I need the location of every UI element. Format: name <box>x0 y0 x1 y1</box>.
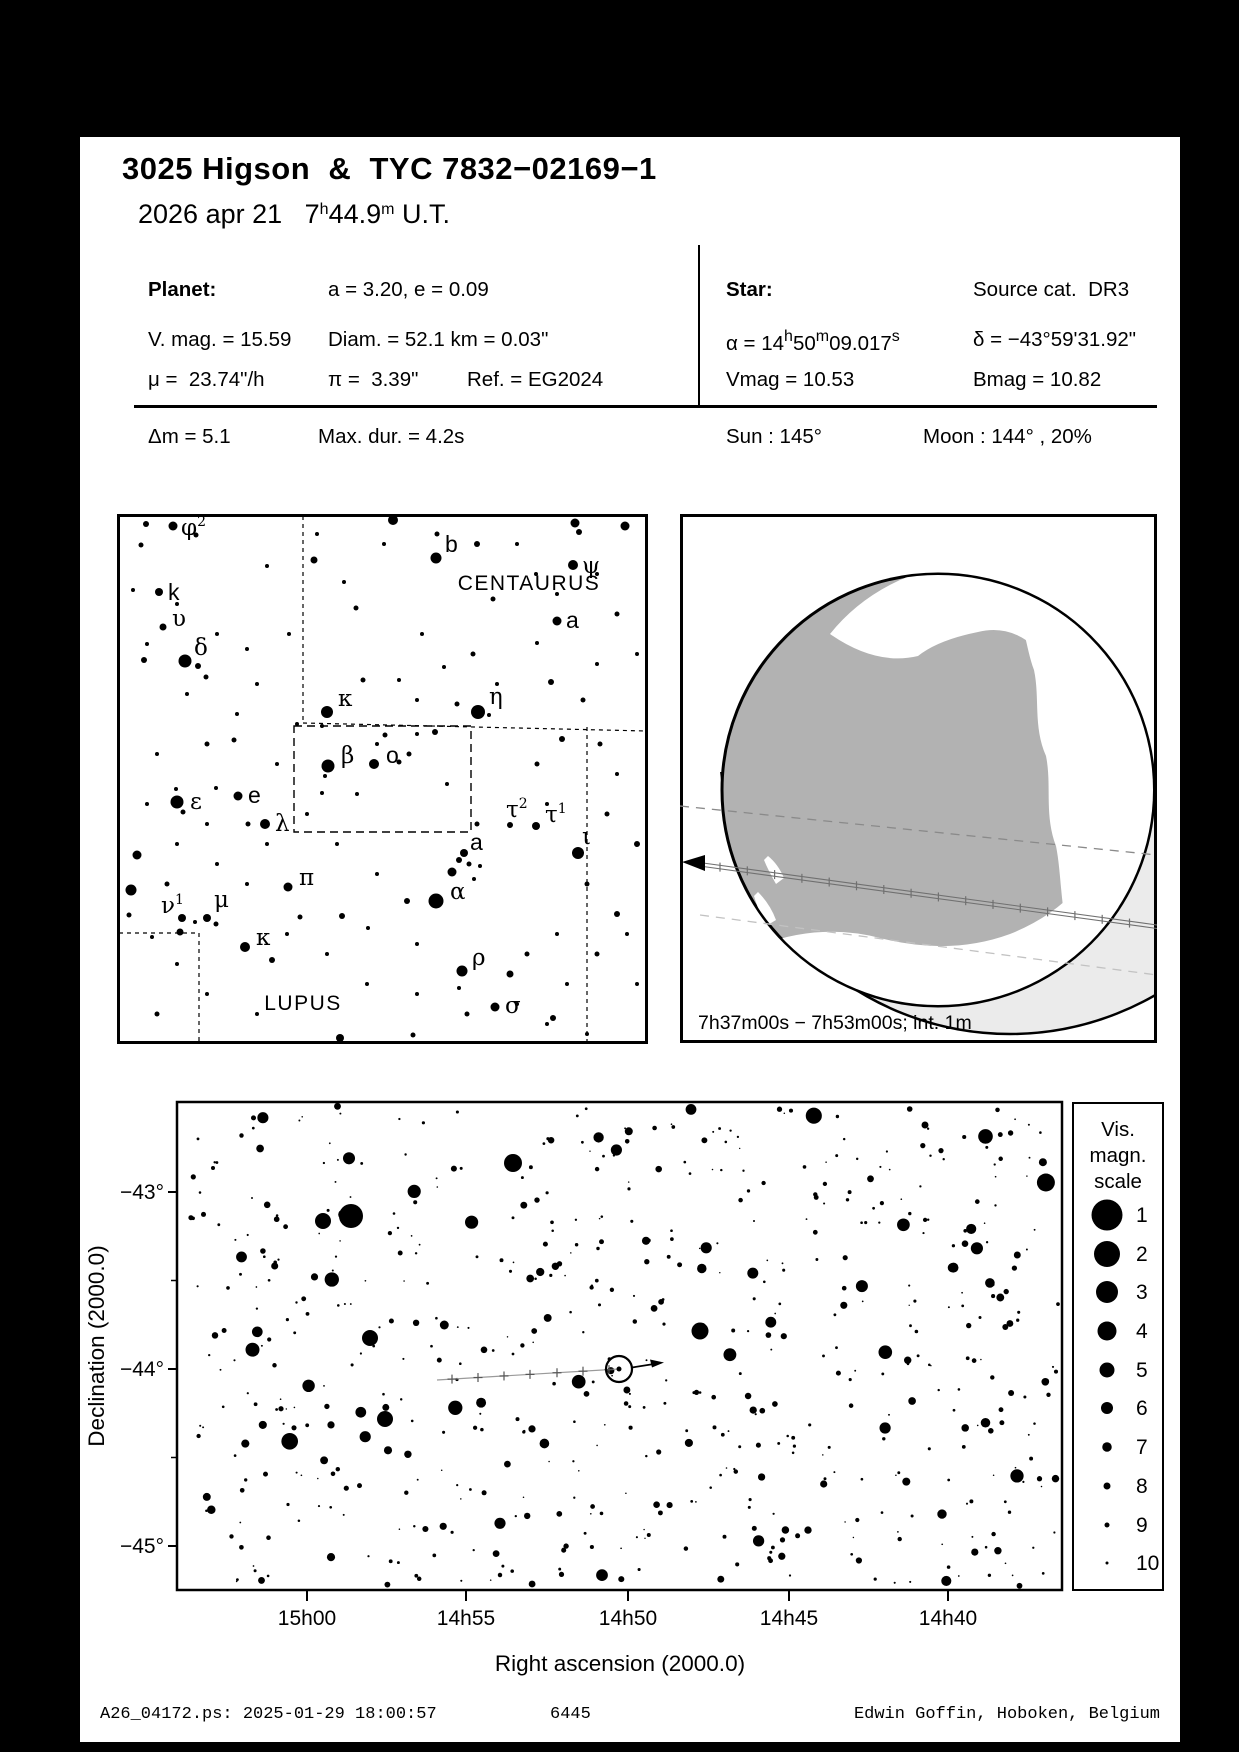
field-star <box>145 642 149 646</box>
info-divider <box>698 245 700 405</box>
field-star <box>467 862 472 867</box>
legend-magnitude-label: 1 <box>1136 1204 1148 1227</box>
ra-seconds: 09.017 <box>829 332 892 355</box>
field-star <box>465 1012 470 1017</box>
star-vmag: Vmag = 10.53 <box>726 368 855 391</box>
planet-heading: Planet: <box>148 278 217 301</box>
field-star <box>205 742 210 747</box>
minute-value: 44.9 <box>328 199 382 229</box>
field-star <box>535 641 539 645</box>
y-tick-label: −44° <box>119 1358 164 1381</box>
detail-chart <box>80 1060 1180 1708</box>
legend-magnitude-dot <box>1102 1442 1112 1452</box>
field-star <box>455 702 460 707</box>
field-star <box>535 762 540 767</box>
ra-s-unit: s <box>891 328 900 345</box>
field-star <box>375 872 379 876</box>
field-star <box>265 842 269 846</box>
planet-orbit: a = 3.20, e = 0.09 <box>328 278 489 301</box>
field-star <box>491 597 496 602</box>
field-star <box>354 606 359 611</box>
y-tick-label: −45° <box>119 1535 164 1558</box>
named-star-dot <box>240 942 250 952</box>
star-ra <box>726 328 900 356</box>
field-star <box>585 882 590 887</box>
field-star <box>155 1012 160 1017</box>
star-designation-label: μ <box>214 887 229 913</box>
target-star-dot <box>617 1367 622 1372</box>
field-star <box>634 841 640 847</box>
field-star <box>487 713 491 717</box>
named-star-dot <box>429 894 444 909</box>
named-star-dot <box>160 624 167 631</box>
field-star <box>407 752 412 757</box>
bright-star <box>315 1213 331 1229</box>
field-star <box>432 729 438 735</box>
field-star <box>375 742 379 746</box>
field-star <box>388 515 398 525</box>
x-tick-label: 14h50 <box>598 1607 658 1630</box>
field-star <box>215 632 219 636</box>
legend-magnitude-dot <box>1105 1523 1110 1528</box>
field-star <box>175 962 179 966</box>
star-designation-label: b <box>445 531 458 557</box>
named-star-dot <box>169 522 178 531</box>
field-star <box>635 982 639 986</box>
field-star <box>471 652 476 657</box>
named-star-dot <box>460 849 468 857</box>
field-star <box>635 652 639 656</box>
legend-magnitude-label: 9 <box>1136 1514 1148 1537</box>
field-star <box>133 851 142 860</box>
field-star <box>298 915 303 920</box>
legend-magnitude-dot <box>1104 1483 1111 1490</box>
ra-h-unit: h <box>784 328 793 345</box>
field-star <box>445 782 449 786</box>
x-tick-label: 14h40 <box>918 1607 978 1630</box>
named-star-dot <box>179 655 192 668</box>
field-star <box>205 992 209 996</box>
field-star <box>507 971 514 978</box>
star-designation-label: λ <box>275 811 290 837</box>
star-designation-label: β <box>341 743 355 769</box>
field-star <box>625 932 629 936</box>
track-time-caption: 7h37m00s − 7h53m00s; int. 1m <box>698 1012 972 1034</box>
field-star <box>246 822 251 827</box>
footer-author: Edwin Goffin, Hoboken, Belgium <box>853 1705 1160 1724</box>
legend-magnitude-label: 10 <box>1136 1552 1160 1575</box>
page-title: 3025 Higson & TYC 7832−02169−1 <box>122 151 657 186</box>
x-tick-label: 14h45 <box>759 1607 819 1630</box>
plot-border <box>177 1102 1062 1590</box>
planet-parallax: π = 3.39" <box>328 368 419 391</box>
field-star <box>245 882 249 886</box>
named-star-dot <box>431 553 442 564</box>
legend-title-line1: Vis. <box>1101 1118 1135 1141</box>
field-star <box>383 733 388 738</box>
field-star <box>474 541 480 547</box>
field-star <box>175 842 179 846</box>
field-star <box>335 842 339 846</box>
ut-label: U.T. <box>394 199 450 229</box>
field-star <box>581 698 586 703</box>
field-star <box>205 822 209 826</box>
star-dec: δ = −43°59'31.92" <box>973 328 1137 351</box>
field-star <box>255 1012 259 1016</box>
field-star <box>325 952 329 956</box>
field-star <box>339 913 345 919</box>
field-star <box>615 612 620 617</box>
field-star <box>141 657 147 663</box>
event-moon-elongation: Moon : 144° , 20% <box>923 425 1092 448</box>
field-star <box>181 810 186 815</box>
named-star-dot <box>321 706 333 718</box>
field-star <box>336 1034 344 1042</box>
star-designation-label: o <box>386 742 399 768</box>
field-star <box>195 663 201 669</box>
field-star <box>342 580 346 584</box>
field-star <box>525 952 530 957</box>
star-designation-label: e <box>248 782 261 808</box>
x-tick-label: 14h55 <box>436 1607 496 1630</box>
legend-magnitude-dot <box>1101 1402 1113 1414</box>
field-star <box>585 1032 589 1036</box>
globe-panel <box>680 514 1157 1043</box>
star-designation-label: δ <box>194 635 208 661</box>
field-star <box>245 647 249 651</box>
named-star-dot <box>234 792 243 801</box>
field-star <box>411 1033 416 1038</box>
field-star <box>145 802 149 806</box>
legend-magnitude-dot <box>1096 1281 1118 1303</box>
legend-magnitude-dot <box>1100 1363 1115 1378</box>
planet-mu: μ = 23.74"/h <box>148 368 265 391</box>
field-star <box>311 557 318 564</box>
field-star <box>139 543 144 548</box>
field-star <box>415 942 419 946</box>
event-max-duration: Max. dur. = 4.2s <box>318 425 465 448</box>
x-axis-title: Right ascension (2000.0) <box>494 1651 746 1676</box>
field-star <box>174 787 178 791</box>
ra-m-unit: m <box>815 328 830 345</box>
y-tick-label: −43° <box>119 1181 164 1204</box>
field-star <box>287 632 291 636</box>
field-star <box>165 882 170 887</box>
bright-star <box>504 1154 522 1172</box>
star-bmag: Bmag = 10.82 <box>973 368 1102 391</box>
footer-number: 6445 <box>550 1705 591 1724</box>
named-star-dot <box>178 914 186 922</box>
field-star <box>177 929 184 936</box>
field-star <box>131 588 135 592</box>
star-designation-label: ρ <box>472 945 486 971</box>
named-star-dot <box>155 588 163 596</box>
field-star <box>323 774 327 778</box>
star-designation-label: η <box>489 684 503 710</box>
field-star <box>555 932 559 936</box>
legend-magnitude-dot <box>1094 1241 1120 1267</box>
ra-minutes: 50 <box>792 332 816 355</box>
named-star-dot <box>457 966 468 977</box>
field-star <box>478 864 482 868</box>
field-star <box>576 529 582 535</box>
field-star <box>595 662 599 666</box>
field-star <box>621 522 630 531</box>
star-designation-label: $\nu^1$ <box>161 892 184 919</box>
legend-magnitude-label: 2 <box>1136 1243 1148 1266</box>
info-rule <box>134 405 1157 408</box>
field-star <box>615 772 619 776</box>
named-star-dot <box>284 883 293 892</box>
star-designation-label: a <box>566 607 579 633</box>
field-star <box>232 738 237 743</box>
x-tick-label: 15h00 <box>277 1607 337 1630</box>
field-star <box>361 678 366 683</box>
field-star <box>598 742 603 747</box>
field-star <box>415 732 419 736</box>
field-star <box>355 792 359 796</box>
field-star <box>269 957 275 963</box>
field-star <box>305 812 309 816</box>
field-star <box>515 542 519 546</box>
field-star <box>442 665 446 669</box>
event-drop-magnitude: Δm = 5.1 <box>148 425 231 448</box>
field-star <box>559 736 565 742</box>
field-star <box>127 913 132 918</box>
field-star <box>448 868 457 877</box>
legend-magnitude-label: 4 <box>1136 1320 1148 1343</box>
field-star <box>265 564 269 568</box>
star-designation-label: ψ <box>582 553 601 579</box>
named-star-dot <box>471 705 485 719</box>
field-star <box>456 857 462 863</box>
star-designation-label: α <box>450 879 466 905</box>
constellation-name: CENTAURUS <box>457 572 601 595</box>
star-designation-label: $\tau^1$ <box>545 801 567 828</box>
field-star <box>415 698 419 702</box>
legend-magnitude-dot <box>1098 1322 1117 1341</box>
field-star <box>397 678 401 682</box>
legend-title-line2: magn. <box>1089 1144 1147 1167</box>
named-star-dot <box>553 617 562 626</box>
legend-magnitude-label: 6 <box>1136 1397 1148 1420</box>
legend-magnitude-label: 5 <box>1136 1359 1148 1382</box>
field-star <box>126 885 137 896</box>
star-designation-label: k <box>168 579 180 605</box>
star-source-catalog: Source cat. DR3 <box>973 278 1130 301</box>
document-page <box>80 137 1180 1742</box>
star-designation-label: υ <box>172 606 186 632</box>
footer-filename: A26_04172.ps: 2025-01-29 18:00:57 <box>100 1705 437 1724</box>
field-star <box>143 521 149 527</box>
field-star <box>255 682 259 686</box>
field-star <box>185 692 189 696</box>
magnitude-legend <box>1073 1103 1163 1590</box>
field-star <box>365 982 369 986</box>
planet-vmag: V. mag. = 15.59 <box>148 328 292 351</box>
hour-value: 7 <box>304 199 320 229</box>
field-star <box>285 932 289 936</box>
star-designation-label: κ <box>256 925 271 951</box>
bright-star <box>362 1330 378 1346</box>
named-star-dot <box>491 1003 500 1012</box>
field-star <box>320 724 324 728</box>
field-star <box>545 1022 549 1026</box>
field-star <box>457 986 461 990</box>
star-designation-label: a <box>470 829 483 855</box>
date-text: 2026 apr 21 <box>138 199 305 229</box>
star-designation-label: π <box>299 865 315 891</box>
named-star-dot <box>171 796 184 809</box>
finder-chart <box>117 514 648 1044</box>
field-star <box>605 812 610 817</box>
legend-magnitude-dot <box>1106 1562 1109 1565</box>
field-star <box>404 898 410 904</box>
y-axis-title: Declination (2000.0) <box>84 1245 109 1447</box>
named-star-dot <box>203 914 211 922</box>
field-star <box>214 922 219 927</box>
planet-diameter: Diam. = 52.1 km = 0.03" <box>328 328 549 351</box>
field-star <box>295 722 299 726</box>
hour-unit: h <box>319 201 329 218</box>
field-star <box>614 911 620 917</box>
named-star-dot <box>369 759 379 769</box>
field-star <box>193 920 197 924</box>
field-star <box>382 542 386 546</box>
field-star <box>366 926 370 930</box>
named-star-dot <box>568 560 578 570</box>
field-star <box>420 632 424 636</box>
legend-magnitude-label: 3 <box>1136 1281 1148 1304</box>
field-star <box>215 862 219 866</box>
field-star <box>472 877 476 881</box>
field-star <box>235 712 239 716</box>
named-star-dot <box>532 822 540 830</box>
named-star-dot <box>322 760 335 773</box>
bright-star <box>377 1411 393 1427</box>
legend-title-line3: scale <box>1094 1170 1142 1193</box>
field-star <box>214 786 218 790</box>
field-star <box>550 1015 556 1021</box>
field-star <box>315 532 319 536</box>
minute-unit: m <box>381 201 395 218</box>
constellation-name: LUPUS <box>264 992 342 1015</box>
field-star <box>571 519 580 528</box>
star-designation-label: $\tau^2$ <box>506 796 528 823</box>
field-star <box>275 762 279 766</box>
legend-magnitude-dot <box>1092 1200 1123 1231</box>
named-star-dot <box>260 819 270 829</box>
star-designation-label: $\varphi^2$ <box>181 514 207 541</box>
star-designation-label: σ <box>505 993 521 1019</box>
field-star <box>435 532 440 537</box>
event-date <box>138 199 450 230</box>
star-designation-label: κ <box>338 686 353 712</box>
legend-magnitude-label: 8 <box>1136 1475 1148 1498</box>
legend-magnitude-label: 7 <box>1136 1436 1148 1459</box>
field-star <box>150 935 154 939</box>
event-sun-elongation: Sun : 145° <box>726 425 822 448</box>
field-star <box>548 679 554 685</box>
star-designation-label: ε <box>190 789 202 815</box>
field-star <box>155 752 159 756</box>
field-star <box>595 952 600 957</box>
ra-hours: α = 14 <box>726 332 785 355</box>
field-star <box>475 822 480 827</box>
star-designation-label: ι <box>582 824 592 850</box>
field-star <box>204 675 209 680</box>
planet-reference: Ref. = EG2024 <box>467 368 604 391</box>
field-star <box>565 982 569 986</box>
field-star <box>415 992 419 996</box>
star-heading: Star: <box>726 278 773 301</box>
field-star <box>320 791 324 795</box>
